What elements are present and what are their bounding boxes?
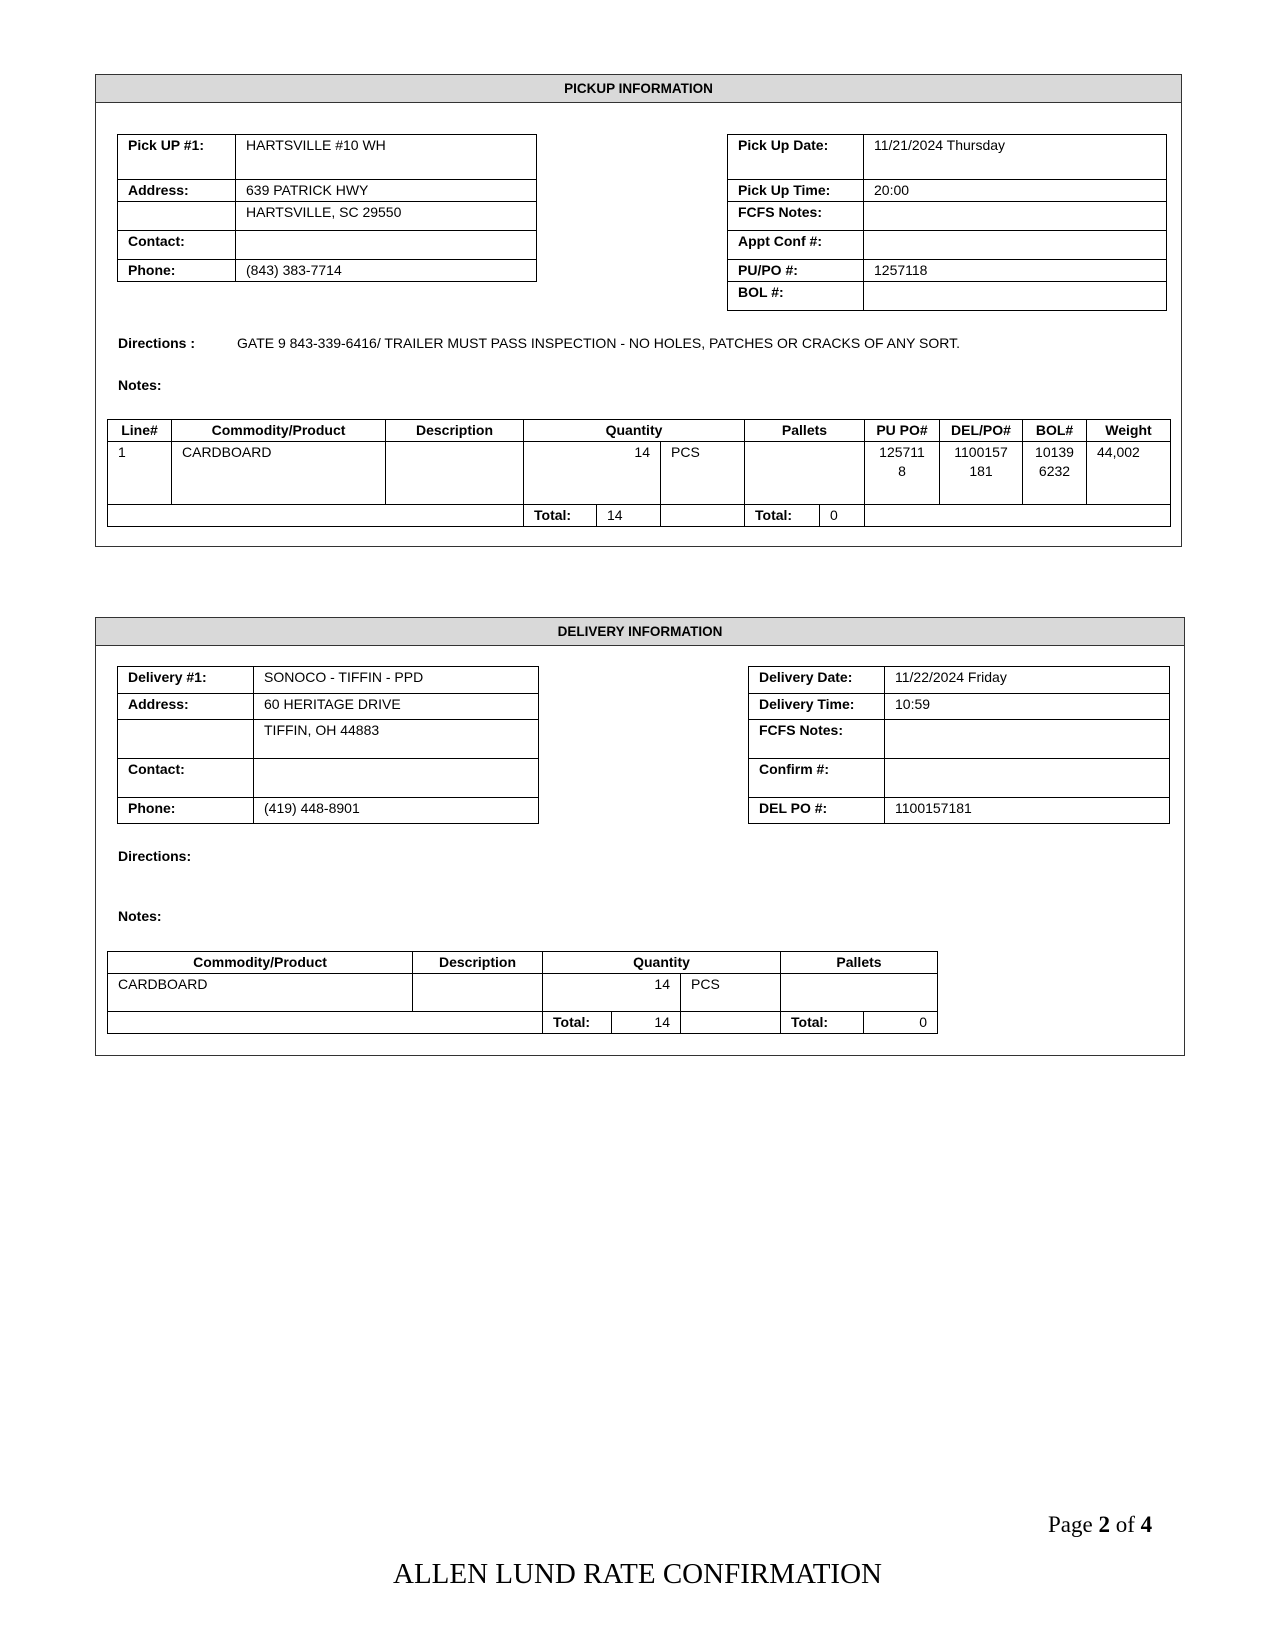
pickup-bol-value xyxy=(864,282,1167,311)
pallet-total-value: 0 xyxy=(820,505,865,527)
pallet-total-label: Total: xyxy=(781,1012,864,1034)
delivery-number-label: Delivery #1: xyxy=(118,667,254,694)
item-weight: 44,002 xyxy=(1087,442,1171,505)
pickup-contact-value xyxy=(236,231,537,260)
delivery-time-label: Delivery Time: xyxy=(749,694,885,720)
pickup-bol-label: BOL #: xyxy=(728,282,864,311)
delivery-address-label: Address: xyxy=(118,694,254,720)
pickup-address-label: Address: xyxy=(118,180,236,202)
totals-blank xyxy=(108,505,524,527)
pickup-pupo-label: PU/PO #: xyxy=(728,260,864,282)
pickup-number-label: Pick UP #1: xyxy=(118,135,236,180)
delivery-delpo-value: 1100157181 xyxy=(885,798,1170,824)
delivery-address-line2: TIFFIN, OH 44883 xyxy=(254,720,539,759)
pickup-totals-row xyxy=(108,505,1171,527)
pickup-directions-value: GATE 9 843-339-6416/ TRAILER MUST PASS INSPECTION - NO HOLES, PATCHES OR CRACKS OF ANY SORT. xyxy=(237,335,961,351)
col-header-weight: Weight xyxy=(1087,420,1171,442)
delivery-items-table xyxy=(107,951,938,1034)
document-title: ALLEN LUND RATE CONFIRMATION xyxy=(393,1558,882,1590)
page-of: of xyxy=(1109,1512,1141,1537)
table-row xyxy=(108,974,938,1012)
item-quantity: 14 xyxy=(524,442,661,505)
item-line: 1 xyxy=(108,442,172,505)
delivery-address-line1: 60 HERITAGE DRIVE xyxy=(254,694,539,720)
delivery-number-value: SONOCO - TIFFIN - PPD xyxy=(254,667,539,694)
delivery-confirm-value xyxy=(885,759,1170,798)
pickup-directions-label: Directions : xyxy=(118,335,196,351)
item-del-po-line1: 1100157 xyxy=(954,444,1008,460)
delivery-fcfs-value xyxy=(885,720,1170,759)
item-description xyxy=(413,974,543,1012)
col-header-description: Description xyxy=(386,420,524,442)
col-header-pu-po: PU PO# xyxy=(865,420,940,442)
pickup-phone-label: Phone: xyxy=(118,260,236,282)
pickup-header: PICKUP INFORMATION xyxy=(96,75,1181,103)
col-header-line: Line# xyxy=(108,420,172,442)
item-pu-po-line1: 125711 xyxy=(879,444,925,460)
item-bol-line2: 6232 xyxy=(1038,463,1071,479)
delivery-address-blank xyxy=(118,720,254,759)
pickup-appt-value xyxy=(864,231,1167,260)
pickup-schedule-table xyxy=(727,134,1167,311)
delivery-header: DELIVERY INFORMATION xyxy=(96,618,1184,646)
delivery-time-value: 10:59 xyxy=(885,694,1170,720)
item-unit: PCS xyxy=(661,442,745,505)
totals-trailing-blank xyxy=(865,505,1171,527)
pickup-location-table xyxy=(117,134,537,282)
delivery-schedule-table xyxy=(748,666,1170,824)
col-header-pallets: Pallets xyxy=(781,952,938,974)
item-del-po-line2: 181 xyxy=(969,463,993,479)
pickup-notes-label: Notes: xyxy=(118,377,162,393)
pickup-items-header-row xyxy=(108,420,1171,442)
page-current: 2 xyxy=(1098,1512,1110,1537)
item-commodity: CARDBOARD xyxy=(108,974,413,1012)
item-commodity: CARDBOARD xyxy=(172,442,386,505)
delivery-contact-label: Contact: xyxy=(118,759,254,798)
pickup-address-blank xyxy=(118,202,236,231)
pickup-date-value: 11/21/2024 Thursday xyxy=(864,135,1167,180)
pickup-fcfs-value xyxy=(864,202,1167,231)
item-unit: PCS xyxy=(681,974,781,1012)
qty-total-unit-blank xyxy=(661,505,745,527)
page-prefix: Page xyxy=(1048,1512,1099,1537)
qty-total-value: 14 xyxy=(612,1012,681,1034)
col-header-commodity: Commodity/Product xyxy=(172,420,386,442)
pickup-pupo-value: 1257118 xyxy=(864,260,1167,282)
qty-total-unit-blank xyxy=(681,1012,781,1034)
col-header-quantity: Quantity xyxy=(524,420,745,442)
item-bol xyxy=(1023,442,1087,505)
totals-blank xyxy=(108,1012,543,1034)
delivery-totals-row xyxy=(108,1012,938,1034)
col-header-bol: BOL# xyxy=(1023,420,1087,442)
pallet-total-value: 0 xyxy=(864,1012,938,1034)
delivery-phone-value: (419) 448-8901 xyxy=(254,798,539,824)
item-pu-po-line2: 8 xyxy=(898,463,906,479)
item-pallets xyxy=(781,974,938,1012)
item-pallets xyxy=(745,442,865,505)
qty-total-label: Total: xyxy=(543,1012,612,1034)
col-header-description: Description xyxy=(413,952,543,974)
col-header-quantity: Quantity xyxy=(543,952,781,974)
delivery-notes-label: Notes: xyxy=(118,908,162,924)
item-quantity: 14 xyxy=(543,974,681,1012)
pickup-fcfs-label: FCFS Notes: xyxy=(728,202,864,231)
delivery-delpo-label: DEL PO #: xyxy=(749,798,885,824)
col-header-pallets: Pallets xyxy=(745,420,865,442)
item-pu-po xyxy=(865,442,940,505)
delivery-confirm-label: Confirm #: xyxy=(749,759,885,798)
delivery-date-value: 11/22/2024 Friday xyxy=(885,667,1170,694)
pickup-contact-label: Contact: xyxy=(118,231,236,260)
col-header-del-po: DEL/PO# xyxy=(940,420,1023,442)
item-description xyxy=(386,442,524,505)
delivery-fcfs-label: FCFS Notes: xyxy=(749,720,885,759)
pickup-appt-label: Appt Conf #: xyxy=(728,231,864,260)
delivery-location-table xyxy=(117,666,539,824)
pickup-date-label: Pick Up Date: xyxy=(728,135,864,180)
delivery-contact-value xyxy=(254,759,539,798)
table-row xyxy=(108,442,1171,505)
qty-total-label: Total: xyxy=(524,505,597,527)
col-header-commodity: Commodity/Product xyxy=(108,952,413,974)
delivery-items-header-row xyxy=(108,952,938,974)
delivery-directions-label: Directions: xyxy=(118,848,192,864)
pickup-address-line2: HARTSVILLE, SC 29550 xyxy=(236,202,537,231)
item-bol-line1: 10139 xyxy=(1035,444,1074,460)
delivery-date-label: Delivery Date: xyxy=(749,667,885,694)
pickup-time-label: Pick Up Time: xyxy=(728,180,864,202)
pickup-address-line1: 639 PATRICK HWY xyxy=(236,180,537,202)
pallet-total-label: Total: xyxy=(745,505,820,527)
item-del-po xyxy=(940,442,1023,505)
qty-total-value: 14 xyxy=(597,505,661,527)
page-number xyxy=(1048,1512,1152,1538)
pickup-number-value: HARTSVILLE #10 WH xyxy=(236,135,537,180)
delivery-phone-label: Phone: xyxy=(118,798,254,824)
pickup-phone-value: (843) 383-7714 xyxy=(236,260,537,282)
pickup-items-table xyxy=(107,419,1171,527)
page-total: 4 xyxy=(1140,1512,1153,1537)
pickup-time-value: 20:00 xyxy=(864,180,1167,202)
